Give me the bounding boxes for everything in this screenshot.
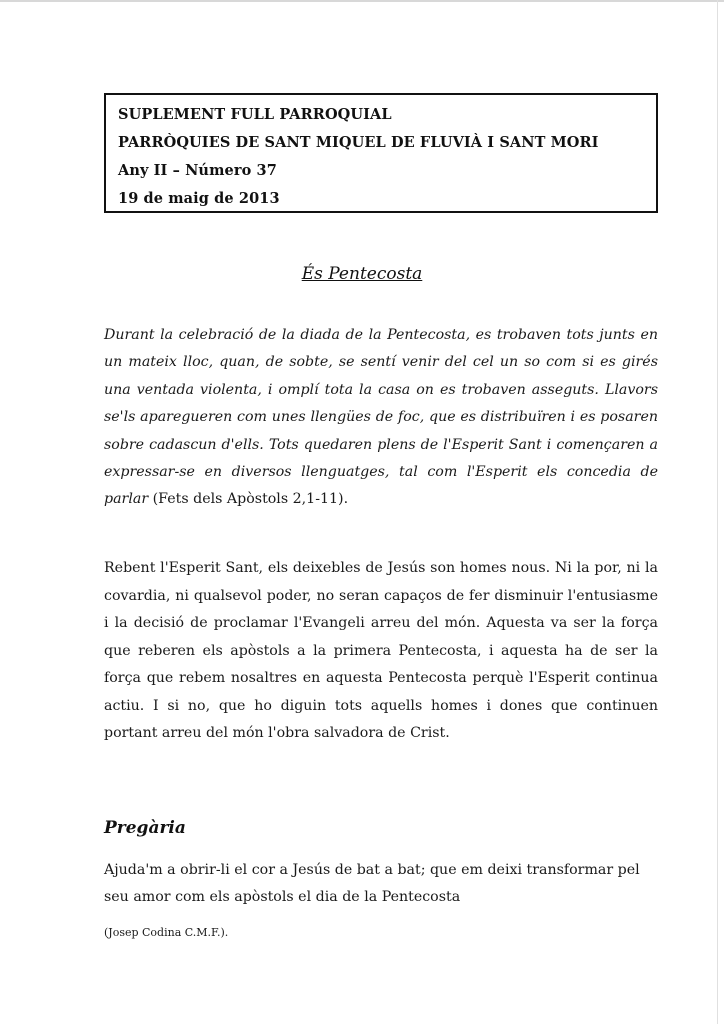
masthead-supplement-title: SUPLEMENT FULL PARROQUIAL [118,106,392,123]
scripture-quote [104,322,658,514]
prayer-text: Ajuda'm a obrir-li el cor a Jesús de bat a bat; que em deixi transformar pel seu amor com els apòstols el dia de la Pentecosta [104,862,640,905]
masthead-issue-number: Any II – Número 37 [118,162,277,179]
prayer-author-signature: (Josep Codina C.M.F.). [104,926,229,939]
masthead-box [104,93,658,213]
page-top-edge [0,0,724,2]
scripture-reference: (Fets dels Apòstols 2,1-11). [148,491,349,508]
prayer-heading: Pregària [104,818,186,838]
reflection-paragraph: Rebent l'Esperit Sant, els deixebles de Jesús son homes nous. Ni la por, ni la covardia, ni qualsevol poder, no seran capaços de fer disminuir l'entusiasme i la decisió de proclamar l'Evangeli arreu del món. Aquesta va ser la força que reberen els apòstols a la primera Pentecosta, i aquesta ha de ser la força que rebem nosaltres en aquesta Pentecosta perquè l'Esperit continua actiu. I si no, que ho diguin tots aquells homes i dones que continuen portant arreu del món l'obra salvadora de Crist. [104,560,658,741]
article-title: És Pentecosta [301,264,423,284]
page-right-edge [717,0,718,1024]
masthead-parishes: PARRÒQUIES DE SANT MIQUEL DE FLUVIÀ I SANT MORI [118,134,599,151]
scripture-quote-text: Durant la celebració de la diada de la Pentecosta, es trobaven tots junts en un mateix lloc, quan, de sobte, se sentí venir del cel un so com si es girés una ventada violenta, i omplí tota la casa on es trobaven asseguts. Llavors se'ls aparegueren com unes llengües de foc, que es distribuïren i es posaren sobre cadascun d'ells. Tots quedaren plens de l'Esperit Sant i començaren a expressar-se en diversos llenguatges, tal com l'Esperit els concedia de parlar [104,327,658,508]
masthead-date: 19 de maig de 2013 [118,190,280,207]
